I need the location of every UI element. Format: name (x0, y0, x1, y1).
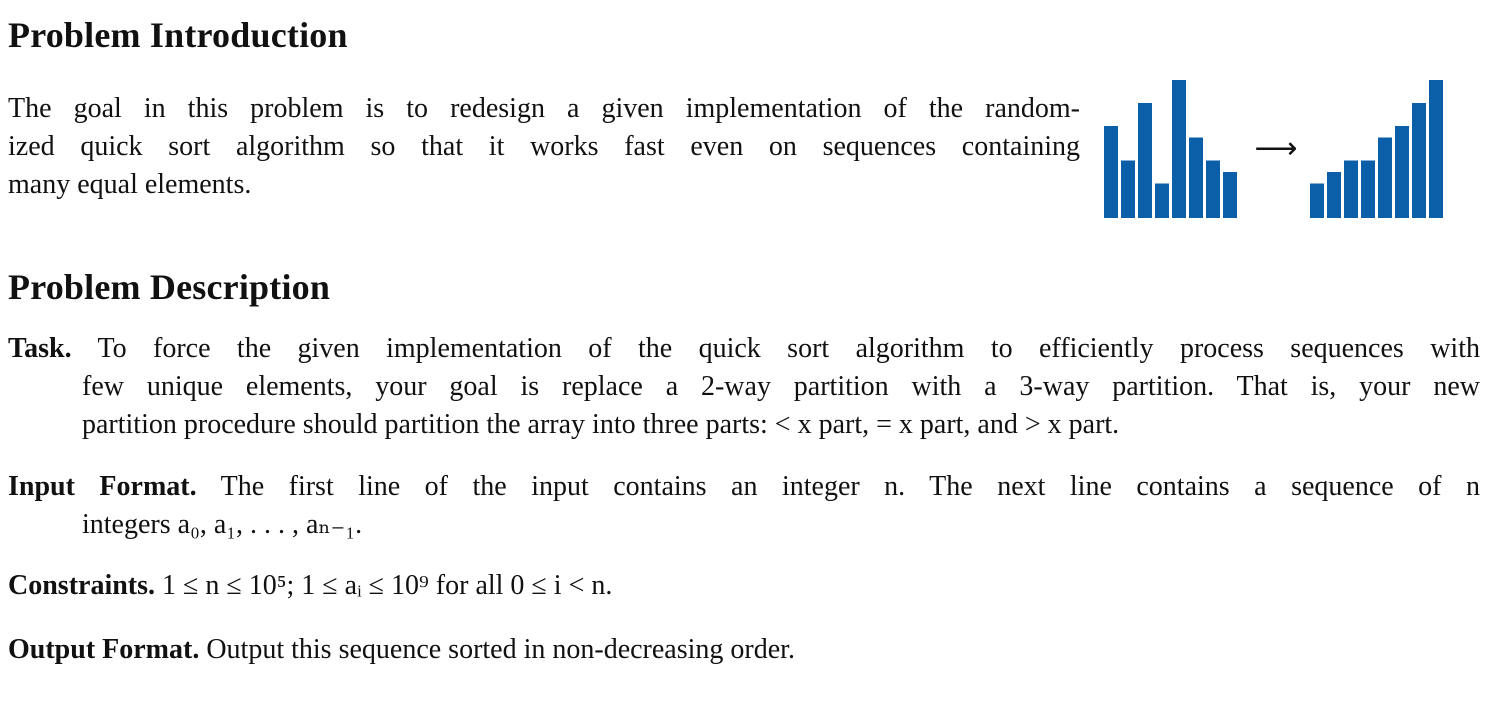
sorted-bar (1344, 161, 1358, 219)
input-line-2: integers a₀, a₁, . . . , aₙ₋₁. (82, 509, 363, 540)
task-section (8, 330, 1480, 444)
intro-line: The goal in this problem is to redesign a given implementation of the random- (8, 93, 1080, 124)
unsorted-bar (1206, 161, 1220, 219)
arrow-icon: ⟶ (1254, 131, 1298, 166)
input-line-1 (8, 468, 1480, 506)
intro-paragraph (8, 90, 1080, 204)
unsorted-bar (1155, 184, 1169, 219)
sorted-bar (1395, 126, 1409, 218)
sorted-bar (1429, 80, 1443, 218)
sorted-bar (1378, 138, 1392, 219)
constraints-text: 1 ≤ n ≤ 10⁵; 1 ≤ aᵢ ≤ 10⁹ for all 0 ≤ i < n. (162, 570, 613, 601)
intro-line: many equal elements. (8, 169, 252, 200)
output-format-text: Output this sequence sorted in non-decreasing order. (206, 634, 795, 665)
task-line-3: partition procedure should partition the array into three parts: < x part, = x part, and > x part. (82, 409, 1120, 440)
task-label: Task. (8, 333, 72, 364)
constraints-section (8, 567, 1480, 605)
task-text-1: To force the given implementation of the quick sort algorithm to efficiently process sequences with (97, 333, 1480, 364)
task-line-2: few unique elements, your goal is replace a 2-way partition with a 3-way partition. That is, your new (82, 371, 1480, 402)
heading-problem-introduction: Problem Introduction (8, 15, 348, 55)
heading-problem-description: Problem Description (8, 267, 331, 307)
unsorted-bars (1104, 80, 1237, 218)
task-line-1 (8, 330, 1480, 368)
sorting-illustration (1102, 78, 1448, 220)
sorted-bar (1310, 184, 1324, 219)
unsorted-bar (1121, 161, 1135, 219)
sorted-bar (1412, 103, 1426, 218)
constraints-label: Constraints. (8, 570, 156, 601)
input-format-section (8, 468, 1480, 544)
unsorted-bar (1172, 80, 1186, 218)
unsorted-bar (1189, 138, 1203, 219)
output-format-section (8, 631, 1480, 669)
sorted-bars (1310, 80, 1443, 218)
output-line (8, 631, 1480, 669)
sorted-bar (1327, 172, 1341, 218)
input-format-text-1: The first line of the input contains an integer n. The next line contains a sequence of n (220, 471, 1480, 502)
constraints-line (8, 567, 1480, 605)
unsorted-bar (1104, 126, 1118, 218)
input-format-label: Input Format. (8, 471, 197, 502)
unsorted-bar (1223, 172, 1237, 218)
intro-line: ized quick sort algorithm so that it works fast even on sequences containing (8, 131, 1080, 162)
unsorted-bar (1138, 103, 1152, 218)
sorted-bar (1361, 161, 1375, 219)
output-format-label: Output Format. (8, 634, 200, 665)
